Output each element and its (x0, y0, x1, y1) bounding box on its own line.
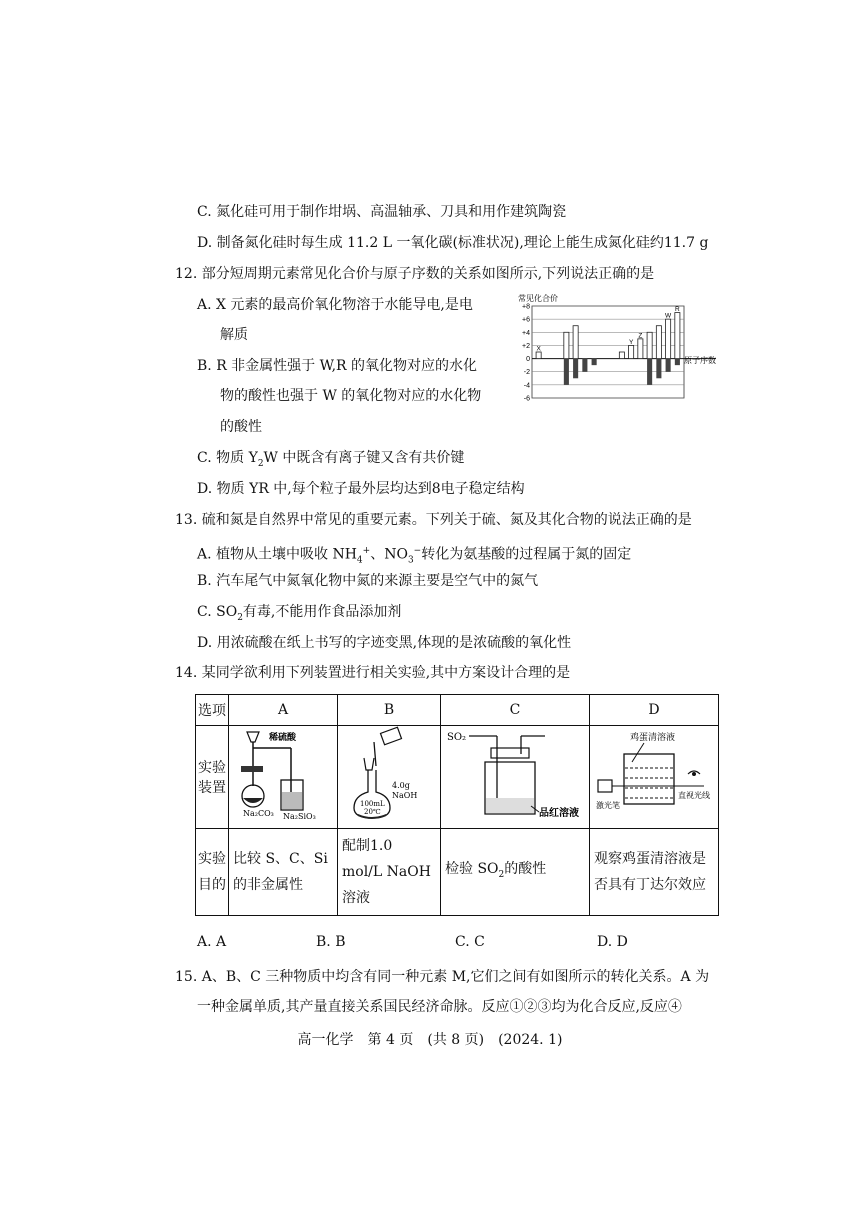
experiment-table (195, 694, 719, 916)
apparatus-d (590, 726, 719, 829)
positive-valence-bar (629, 345, 634, 358)
egg-white-label: 鸡蛋清溶液 (630, 733, 676, 743)
positive-valence-bar (573, 326, 578, 359)
positive-valence-bar (666, 319, 671, 358)
view-label: 直视光线 (678, 791, 710, 800)
q12-option-c: C. 物质 $Y_2W$ 中既含有离子键又含有共价键 (197, 450, 465, 469)
element-point-label: R (675, 306, 680, 314)
q14-answer-c: C. C (455, 934, 485, 950)
q12-option-a-line1: A. X 元素的最高价氧化物溶于水能导电,是电 (197, 297, 473, 313)
q15-line1: 15. A、B、C 三种物质中均含有同一种元素 M,它们之间有如图所示的转化关系。A 为 (175, 969, 710, 985)
element-point-label: Y (628, 338, 634, 346)
negative-valence-bar (675, 359, 680, 366)
purpose-d: 观察鸡蛋清溶液是否具有丁达尔效应 (590, 829, 719, 916)
header-col-a: A (229, 695, 338, 726)
purpose-a: 比较 S、C、Si 的非金属性 (229, 829, 338, 916)
header-col-d: D (590, 695, 719, 726)
header-col-b: B (338, 695, 441, 726)
positive-valence-bar (564, 332, 569, 358)
positive-valence-bar (619, 352, 624, 359)
apparatus-d-diagram (594, 726, 714, 824)
valence-chart (510, 292, 720, 404)
q11-option-d: D. 制备氮化硅时每生成 11.2 L 一氧化碳(标准状况),理论上能生成氮化硅约11.7 g (197, 235, 709, 251)
apparatus-a (229, 726, 338, 829)
positive-valence-bar (536, 352, 541, 359)
na2co3-label: Na₂CO₃ (243, 809, 274, 818)
q13-option-c: C. $SO_2$有毒,不能用作食品添加剂 (197, 604, 402, 623)
mass-label: 4.0g (392, 781, 410, 790)
y-tick-label: -2 (523, 369, 530, 377)
y-tick-label: +8 (522, 303, 530, 311)
q15-line2: 一种金属单质,其产量直接关系国民经济命脉。反应①②③均为化合反应,反应④ (197, 999, 682, 1015)
positive-valence-bar (675, 313, 680, 359)
negative-valence-bar (582, 359, 587, 372)
apparatus-c (441, 726, 590, 829)
purpose-c: 检验 $SO_2$的酸性 (441, 829, 590, 916)
element-point-label: W (665, 312, 672, 320)
negative-valence-bar (573, 359, 578, 379)
na2sio3-label: Na₂SiO₃ (283, 812, 316, 821)
apparatus-c-diagram (445, 726, 585, 824)
q13-option-a: A. 植物从土壤中吸收 $NH_4^+$、$NO_3^-$转化为氨基酸的过程属于氮的固定 (197, 546, 632, 566)
apparatus-b-diagram (344, 726, 434, 824)
so2-label: SO₂ (447, 732, 467, 743)
row-label-purpose: 实验目的 (196, 829, 229, 916)
header-option: 选项 (196, 695, 229, 726)
positive-valence-bar (647, 332, 652, 358)
q12-option-d: D. 物质 YR 中,每个粒子最外层均达到8电子稳定结构 (197, 481, 525, 497)
q13-stem: 13. 硫和氮是自然界中常见的重要元素。下列关于硫、氮及其化合物的说法正确的是 (175, 512, 692, 528)
acid-label: 稀硫酸 (269, 733, 297, 743)
positive-valence-bar (656, 326, 661, 359)
element-point-label: X (536, 345, 541, 353)
y-tick-label: +2 (522, 342, 530, 350)
q12-option-a-line2: 解质 (220, 327, 248, 343)
y-tick-label: -4 (523, 382, 530, 390)
chart-title: 常见化合价 (518, 294, 558, 303)
y-tick-label: 0 (526, 356, 530, 364)
y-tick-label: -6 (523, 395, 530, 403)
laser-label: 激光笔 (596, 801, 620, 810)
naoh-label: NaOH (392, 791, 418, 800)
negative-valence-bar (592, 359, 597, 366)
q11-option-c: C. 氮化硅可用于制作坩埚、高温轴承、刀具和用作建筑陶瓷 (197, 204, 567, 220)
q13-option-b: B. 汽车尾气中氮氧化物中氮的来源主要是空气中的氮气 (197, 573, 539, 589)
q13-option-d: D. 用浓硫酸在纸上书写的字迹变黑,体现的是浓硫酸的氧化性 (197, 635, 572, 651)
negative-valence-bar (666, 359, 671, 372)
q14-answer-d: D. D (597, 934, 628, 950)
volume-label: 100mL (360, 800, 385, 808)
q12-option-b-line3: 的酸性 (220, 419, 262, 435)
page-footer: 高一化学 第 4 页 (共 8 页) (2024. 1) (297, 1032, 563, 1048)
q12-stem: 12. 部分短周期元素常见化合价与原子序数的关系如图所示,下列说法正确的是 (175, 266, 655, 282)
chart-xlabel: 原子序数 (684, 356, 716, 365)
dye-label: 品红溶液 (539, 808, 579, 819)
positive-valence-bar (638, 339, 643, 359)
purpose-b: 配制1.0 mol/L NaOH 溶液 (338, 829, 441, 916)
element-point-label: Z (638, 332, 643, 340)
table-row-apparatus (196, 726, 719, 829)
apparatus-b (338, 726, 441, 829)
negative-valence-bar (656, 359, 661, 379)
negative-valence-bar (564, 359, 569, 385)
q12-option-b-line1: B. R 非金属性强于 W,R 的氧化物对应的水化 (197, 358, 478, 374)
q14-answer-b: B. B (316, 934, 346, 950)
negative-valence-bar (647, 359, 652, 385)
row-label-apparatus: 实验装置 (196, 726, 229, 829)
header-col-c: C (441, 695, 590, 726)
table-header-row (196, 695, 719, 726)
q14-answer-a: A. A (197, 934, 227, 950)
apparatus-a-diagram (233, 726, 333, 824)
temp-label: 20℃ (364, 808, 381, 816)
y-tick-label: +4 (522, 329, 530, 337)
y-tick-label: +6 (522, 316, 530, 324)
q14-stem: 14. 某同学欲利用下列装置进行相关实验,其中方案设计合理的是 (175, 665, 571, 681)
table-row-purpose (196, 829, 719, 916)
q12-option-b-line2: 物的酸性也强于 W 的氧化物对应的水化物 (220, 388, 482, 404)
